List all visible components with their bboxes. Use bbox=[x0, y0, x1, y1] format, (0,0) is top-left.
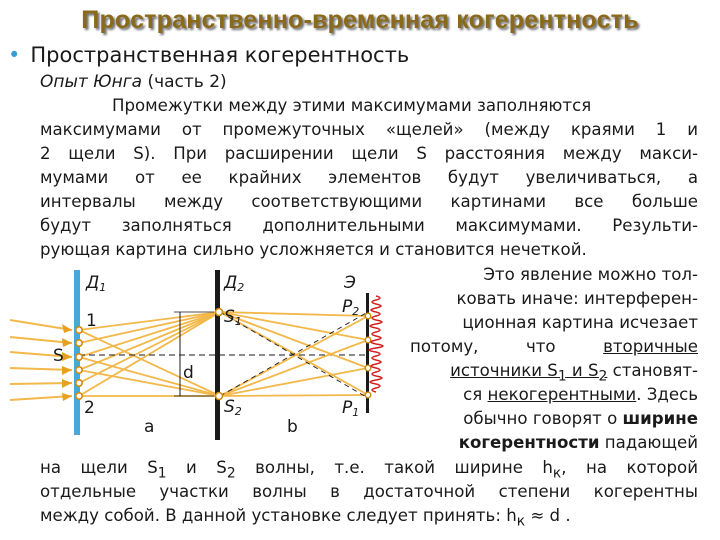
bottom-line-1-g: , на которой bbox=[561, 458, 698, 477]
bottom-line-3-c: ≈ d . bbox=[525, 506, 571, 525]
label-a: a bbox=[144, 417, 155, 437]
right-line-6-a: ся bbox=[463, 385, 488, 404]
rays-to-second-screen bbox=[79, 312, 220, 396]
label-d2: Д2 bbox=[224, 273, 245, 294]
bottom-line-1-f: к bbox=[552, 465, 562, 482]
body-line-1: Промежутки между этими максимумами заполняются bbox=[112, 96, 592, 115]
body-line-4: мумами от ее крайних элементов будут увеличиваться, а bbox=[40, 168, 698, 187]
body-line-3: 2 щели S). При расширении щели S расстояния между макси- bbox=[40, 144, 698, 163]
right-line-5-e: становят- bbox=[607, 361, 698, 380]
right-line-5-a: источники S bbox=[450, 361, 558, 380]
body-line-6: будут заполняться дополнительными максимумами. Результи- bbox=[40, 216, 698, 235]
bottom-line-1-a: на щели S bbox=[40, 458, 158, 477]
label-s: S bbox=[53, 346, 64, 366]
interference-fringe bbox=[369, 296, 383, 392]
label-b: b bbox=[287, 417, 298, 437]
right-line-6-c: . Здесь bbox=[636, 385, 698, 404]
label-2: 2 bbox=[84, 398, 95, 418]
label-e: Э bbox=[344, 273, 356, 293]
diaphragm-d2 bbox=[215, 270, 220, 440]
right-line-4-a: потому, bbox=[410, 337, 479, 356]
label-d: d bbox=[183, 363, 194, 383]
right-line-1: Это явление можно тол- bbox=[483, 265, 698, 284]
bullet-text: Пространственная когерентность bbox=[30, 43, 410, 67]
body-line-5: интервалы между соответствующими картинами все больше bbox=[40, 192, 698, 211]
right-line-5-d: 2 bbox=[598, 368, 608, 385]
subtitle-rest: (часть 2) bbox=[142, 72, 227, 92]
bottom-line-1-c: и S bbox=[166, 458, 227, 477]
right-line-4-c: вторичные bbox=[603, 337, 698, 356]
subtitle-italic: Опыт Юнга bbox=[40, 72, 143, 92]
bullet-icon: • bbox=[8, 43, 21, 67]
slit-s1-point bbox=[216, 309, 223, 316]
label-d1: Д1 bbox=[86, 273, 107, 294]
right-line-3: ционная картина исчезает bbox=[462, 313, 698, 332]
label-1: 1 bbox=[86, 311, 97, 331]
slit-s2-point bbox=[216, 393, 223, 400]
body-line-2: максимумами от промежуточных «щелей» (между краями 1 и bbox=[40, 120, 698, 139]
right-line-2: ковать иначе: интерферен- bbox=[456, 289, 698, 308]
label-p1: P1 bbox=[342, 398, 360, 419]
right-line-4-b: что bbox=[525, 337, 556, 356]
page-title: Пространственно-временная когерентность bbox=[81, 6, 639, 34]
diaphragm-d1 bbox=[74, 270, 80, 435]
bottom-line-3-a: между собой. В данной установке следует принять: h bbox=[40, 506, 517, 525]
bottom-line-1-e: волны, т.е. такой ширине h bbox=[235, 458, 553, 477]
bottom-line-2: отдельные участки волны в достаточной степени когерентны bbox=[40, 482, 698, 501]
right-line-5-c: и S bbox=[566, 361, 599, 380]
right-line-6-b: некогерентными bbox=[487, 385, 637, 404]
bottom-line-3-b: к bbox=[516, 513, 526, 530]
body-line-7: рующая картина сильно усложняется и становится нечеткой. bbox=[40, 240, 587, 259]
label-s2: S2 bbox=[224, 397, 242, 418]
label-s1: S1 bbox=[224, 307, 242, 328]
right-line-8-a: когерентности bbox=[458, 433, 600, 452]
right-line-8-b: падающей bbox=[599, 433, 698, 452]
bottom-line-1-d: 2 bbox=[226, 465, 236, 482]
right-line-5-b: 1 bbox=[557, 368, 567, 385]
right-line-7-b: ширине bbox=[622, 409, 698, 428]
bottom-line-1-b: 1 bbox=[157, 465, 167, 482]
right-line-7-a: обычно говорят о bbox=[463, 409, 623, 428]
label-p2: P2 bbox=[342, 297, 360, 318]
